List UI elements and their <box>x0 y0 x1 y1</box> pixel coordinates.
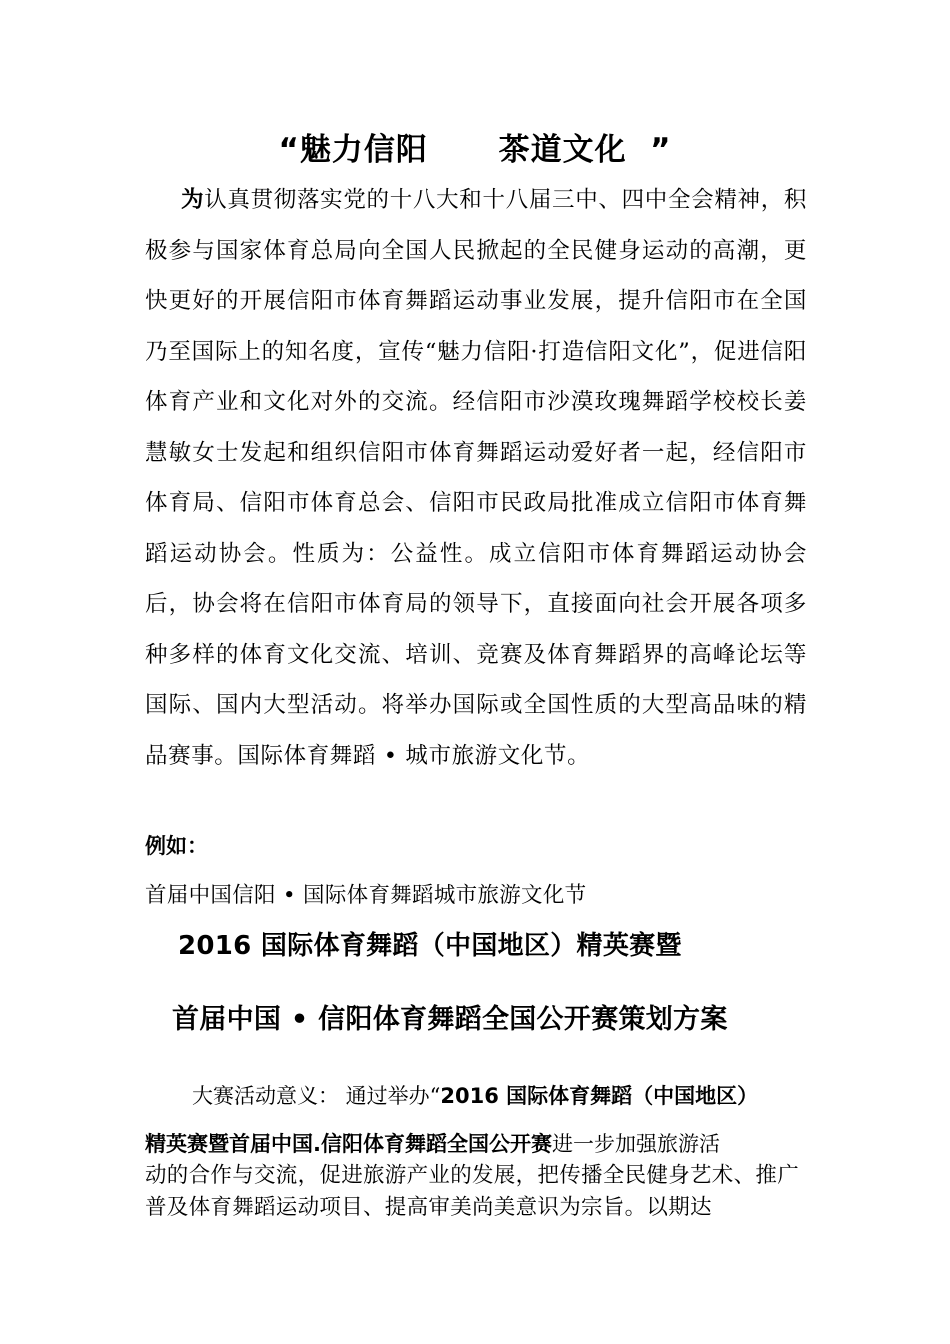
meaning-paragraph-line-2 <box>145 1124 720 1164</box>
intro-body-text: 认真贯彻落实党的十八大和十八届三中、四中全会精神，积极参与国家体育总局向全国人民掀起的全民健身运动的高潮，更快更好的开展信阳市体育舞蹈运动事业发展，提升信阳市在全国乃至国际上的知名度，宣传“魅力信阳·打造信阳文化”，促进信阳体育产业和文化对外的交流。经信阳市沙漠玫瑰舞蹈学校校长姜慧敏女士发起和组织信阳市体育舞蹈运动爱好者一起，经信阳市体育局、信阳市体育总会、信阳市民政局批准成立信阳市体育舞蹈运动协会。性质为：公益性。成立信阳市体育舞蹈运动协会后，协会将在信阳市体育局的领导下，直接面向社会开展各项多种多样的体育文化交流、培训、竞赛及体育舞蹈界的高峰论坛等国际、国内大型活动。将举办国际或全国性质的大型高品味的精品赛事。国际体育舞蹈 • 城市旅游文化节。 <box>145 187 807 769</box>
meaning-event-name-part-1: 2016 国际体育舞蹈（中国地区） <box>440 1084 759 1108</box>
meaning-inline-text: 进一步加强旅游活 <box>551 1132 720 1156</box>
meaning-paragraph-line-1 <box>192 1076 758 1116</box>
document-title: “魅力信阳 茶道文化 ” <box>278 132 672 168</box>
meaning-event-name-part-2: 精英赛暨首届中国.信阳体育舞蹈全国公开赛 <box>145 1132 552 1156</box>
meaning-paragraph-rest: 动的合作与交流，促进旅游产业的发展，把传播全民健身艺术、推广普及体育舞蹈运动项目、提高审美尚美意识为宗旨。以期达 <box>145 1163 800 1220</box>
example-item: 首届中国信阳 • 国际体育舞蹈城市旅游文化节 <box>145 883 587 908</box>
intro-lead-char: 为 <box>181 187 205 213</box>
event-heading-line-1: 2016 国际体育舞蹈（中国地区）精英赛暨 <box>178 931 682 961</box>
example-label: 例如： <box>145 834 208 858</box>
meaning-label: 大赛活动意义： 通过举办“ <box>192 1084 441 1108</box>
intro-paragraph <box>145 175 807 781</box>
event-heading-line-2: 首届中国 • 信阳体育舞蹈全国公开赛策划方案 <box>172 1004 728 1035</box>
